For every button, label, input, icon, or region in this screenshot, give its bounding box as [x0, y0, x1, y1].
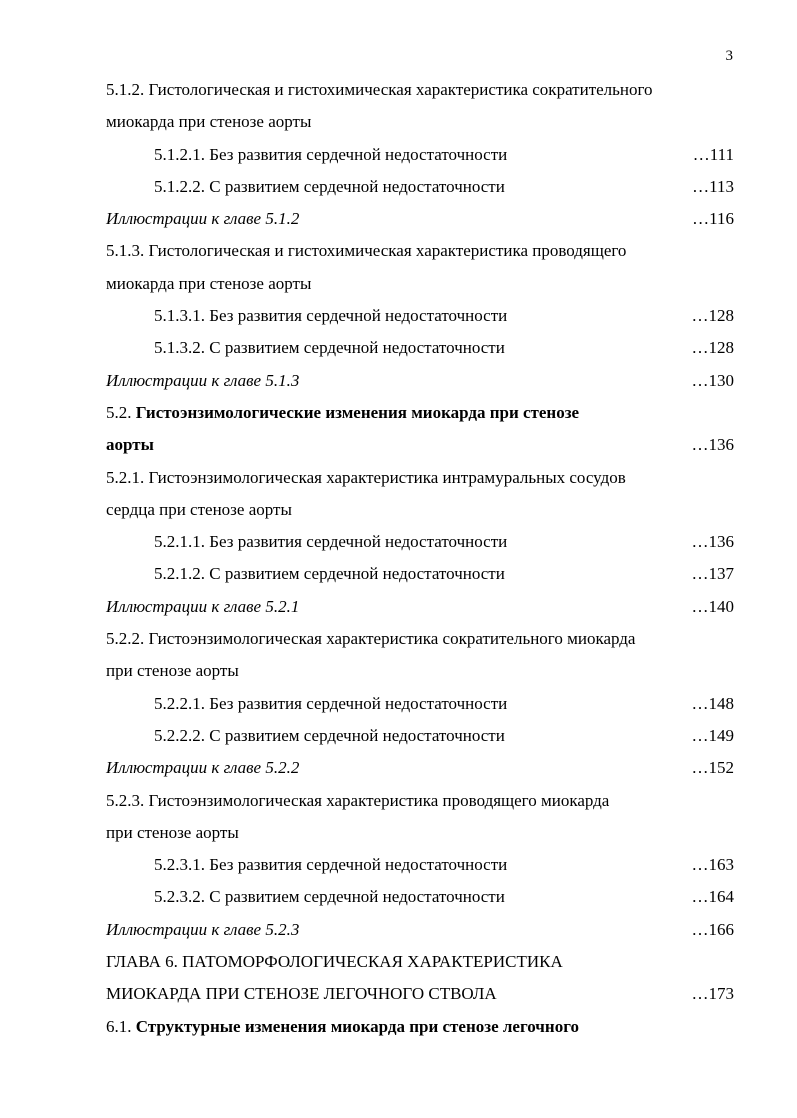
toc-line[interactable]	[106, 526, 734, 558]
toc-line-text: 5.2.1.1. Без развития сердечной недостаточности	[154, 532, 508, 552]
toc-line[interactable]	[106, 74, 734, 106]
toc-page-number: …128	[691, 338, 734, 358]
toc-line-text: Иллюстрации к главе 5.1.2	[106, 209, 300, 229]
toc-line-text: 5.1.2.2. С развитием сердечной недостаточности	[154, 176, 505, 196]
toc-illustrations-line[interactable]	[106, 203, 734, 235]
toc-line-text: Гистоэнзимологические изменения миокарда при стенозе	[135, 402, 580, 422]
toc-page-number: …166	[691, 919, 734, 939]
toc-page-number: …164	[691, 887, 734, 907]
toc-line-text: Иллюстрации к главе 5.2.3	[106, 919, 300, 939]
toc-line[interactable]	[106, 332, 734, 364]
toc-line[interactable]	[106, 268, 734, 300]
toc-line-text: миокарда при стенозе аорты	[106, 112, 312, 132]
toc-line-text: 5.2.3.1. Без развития сердечной недостаточности	[154, 855, 508, 875]
toc-line-text: 5.2.3. Гистоэнзимологическая характеристика проводящего миокарда	[106, 790, 610, 810]
toc-line-text: при стенозе аорты	[106, 822, 239, 842]
toc-line[interactable]	[106, 558, 734, 590]
toc-illustrations-line[interactable]	[106, 591, 734, 623]
toc-page-number: …163	[691, 855, 734, 875]
toc-line-text: 5.2.2.1. Без развития сердечной недостаточности	[154, 693, 508, 713]
toc-line-text: 5.2.2.2. С развитием сердечной недостаточности	[154, 725, 505, 745]
toc-line[interactable]	[106, 235, 734, 267]
toc-line-text: 5.2.2. Гистоэнзимологическая характеристика сократительного миокарда	[106, 629, 636, 649]
toc-line[interactable]	[106, 881, 734, 913]
toc-line[interactable]	[106, 688, 734, 720]
toc-section-heading[interactable]	[106, 397, 734, 429]
toc-section-heading[interactable]	[106, 429, 734, 461]
toc-illustrations-line[interactable]	[106, 914, 734, 946]
toc-line-text: сердца при стенозе аорты	[106, 499, 292, 519]
page-number: 3	[725, 48, 733, 64]
toc-line[interactable]	[106, 106, 734, 138]
toc-line[interactable]	[106, 300, 734, 332]
toc-chapter-heading[interactable]	[106, 978, 734, 1010]
toc-page-number: …136	[691, 532, 734, 552]
toc-line-text: 5.1.2.1. Без развития сердечной недостаточности	[154, 144, 508, 164]
toc-line[interactable]	[106, 171, 734, 203]
toc-page-number: …148	[691, 693, 734, 713]
toc-line-text: Структурные изменения миокарда при стенозе легочного	[135, 1016, 579, 1036]
toc-line[interactable]	[106, 849, 734, 881]
toc-line-text: при стенозе аорты	[106, 661, 239, 681]
toc-line-text: миокарда при стенозе аорты	[106, 273, 312, 293]
toc-page-number: …111	[692, 144, 734, 164]
toc-line[interactable]	[106, 785, 734, 817]
toc-line-text: 5.2.1.2. С развитием сердечной недостаточности	[154, 564, 505, 584]
toc-line-text: МИОКАРДА ПРИ СТЕНОЗЕ ЛЕГОЧНОГО СТВОЛА	[106, 984, 497, 1004]
toc-page-number: …116	[692, 209, 734, 229]
toc-line-text: 5.1.3.2. С развитием сердечной недостаточности	[154, 338, 505, 358]
toc-page-number: …140	[691, 596, 734, 616]
toc-page-number: …152	[691, 758, 734, 778]
toc-line-text: ГЛАВА 6. ПАТОМОРФОЛОГИЧЕСКАЯ ХАРАКТЕРИСТИКА	[106, 952, 563, 972]
toc-line[interactable]	[106, 494, 734, 526]
toc-illustrations-line[interactable]	[106, 365, 734, 397]
toc-section-heading[interactable]	[106, 1011, 734, 1043]
toc-section-number: 6.1.	[106, 1016, 136, 1036]
toc-line-text: Иллюстрации к главе 5.2.2	[106, 758, 300, 778]
toc-line[interactable]	[106, 655, 734, 687]
toc-line-text: 5.1.2. Гистологическая и гистохимическая характеристика сократительного	[106, 80, 653, 99]
toc-line-text: 5.2.1. Гистоэнзимологическая характеристика интрамуральных сосудов	[106, 467, 626, 487]
toc-line[interactable]	[106, 623, 734, 655]
toc-line-text: Иллюстрации к главе 5.1.3	[106, 370, 300, 390]
toc-page-number: …128	[691, 306, 734, 326]
toc-line[interactable]	[106, 817, 734, 849]
toc-page-number: …113	[692, 176, 734, 196]
toc-line-text: аорты	[106, 435, 154, 455]
toc-line-text: 5.1.3.1. Без развития сердечной недостаточности	[154, 306, 508, 326]
toc-page-number: …137	[691, 564, 734, 584]
toc-page-number: …149	[691, 725, 734, 745]
toc-page-number: …130	[691, 370, 734, 390]
toc-chapter-heading[interactable]	[106, 946, 734, 978]
toc-line-text: 5.2.3.2. С развитием сердечной недостаточности	[154, 887, 505, 907]
toc-line[interactable]	[106, 139, 734, 171]
toc-line[interactable]	[106, 720, 734, 752]
table-of-contents	[106, 74, 734, 1043]
toc-page-number: …136	[691, 435, 734, 455]
toc-line-text: 5.1.3. Гистологическая и гистохимическая характеристика проводящего	[106, 241, 627, 261]
toc-line-text: Иллюстрации к главе 5.2.1	[106, 596, 300, 616]
toc-page-number: …173	[691, 984, 734, 1004]
toc-section-number: 5.2.	[106, 402, 136, 422]
toc-illustrations-line[interactable]	[106, 752, 734, 784]
toc-line[interactable]	[106, 462, 734, 494]
